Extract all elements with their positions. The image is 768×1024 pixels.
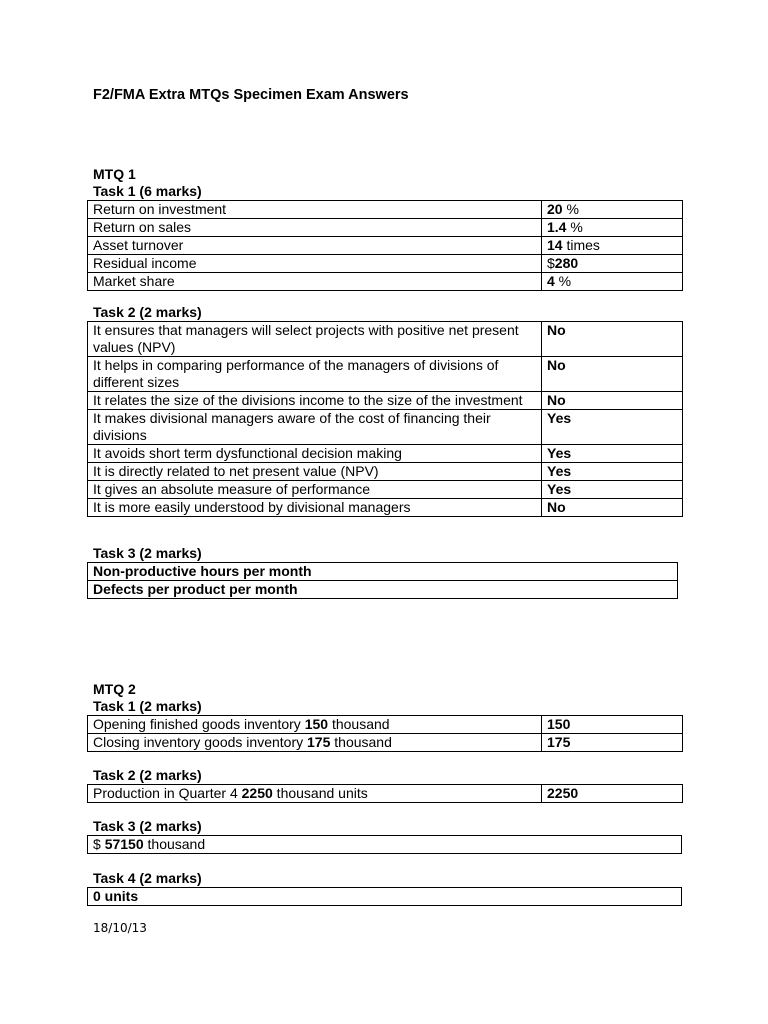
mtq2-heading: MTQ 2 [93,681,136,697]
value-number: 4 [547,273,555,289]
statement-cell: It avoids short term dysfunctional decision making [88,445,542,463]
answer-cell: No [542,322,683,357]
mtq1-task2-heading: Task 2 (2 marks) [93,304,202,320]
table-row [88,255,683,273]
cell-text: Closing inventory goods inventory [93,734,308,750]
answer-cell: Non-productive hours per month [88,563,678,581]
mtq1-task1-table [87,200,683,291]
table-row [88,716,683,734]
cell-text: thousand [328,716,390,732]
mtq2-task1-table [87,715,683,752]
cell-number: 150 [304,716,329,732]
value-unit: % [554,273,572,289]
cell-text: Production in Quarter 4 [93,785,242,801]
statement-cell: It helps in comparing performance of the managers of divisions of different sizes [88,357,542,392]
measure-value [542,219,683,237]
answer-cell [88,836,682,854]
answer-cell: 175 [542,734,683,752]
value-number: 1.4 [547,219,567,235]
mtq2-task2-heading: Task 2 (2 marks) [93,767,202,783]
answer-cell: Yes [542,481,683,499]
value-prefix: $ [547,255,555,271]
mtq1-task3-heading: Task 3 (2 marks) [93,545,202,561]
table-row [88,445,683,463]
table-row [88,481,683,499]
measure-label: Residual income [88,255,542,273]
value-unit: % [566,219,583,235]
table-row [88,888,682,906]
document-title: F2/FMA Extra MTQs Specimen Exam Answers [93,87,409,103]
cell-text: thousand [143,836,206,852]
measure-label: Return on investment [88,201,542,219]
table-row [88,463,683,481]
table-row [88,237,683,255]
statement-cell: It relates the size of the divisions income to the size of the investment [88,392,542,410]
answer-cell: No [542,357,683,392]
mtq1-task3-table [87,562,678,599]
cell-number: 57150 [104,836,144,852]
mtq1-task2-table [87,321,683,517]
cell-text: Opening finished goods inventory [93,716,305,732]
measure-value [542,237,683,255]
table-row [88,581,678,599]
table-row [88,392,683,410]
question-cell [88,734,542,752]
cell-text: thousand [330,734,392,750]
table-row [88,322,683,357]
table-row [88,785,683,803]
cell-number: 2250 [241,785,273,801]
table-row [88,219,683,237]
statement-cell: It ensures that managers will select projects with positive net present values (NPV) [88,322,542,357]
table-row [88,410,683,445]
measure-label: Market share [88,273,542,291]
measure-value [542,201,683,219]
table-row [88,499,683,517]
mtq2-task2-table [87,784,683,803]
mtq2-task3-table [87,835,682,854]
measure-value [542,255,683,273]
measure-value [542,273,683,291]
mtq2-task4-heading: Task 4 (2 marks) [93,870,202,886]
answer-cell: Defects per product per month [88,581,678,599]
statement-cell: It is more easily understood by divisional managers [88,499,542,517]
answer-cell: 0 units [88,888,682,906]
statement-cell: It gives an absolute measure of performance [88,481,542,499]
answer-cell: Yes [542,445,683,463]
cell-text: thousand units [272,785,368,801]
question-cell [88,785,542,803]
value-number: 20 [547,201,563,217]
mtq1-task1-heading: Task 1 (6 marks) [93,183,202,199]
table-row [88,201,683,219]
measure-label: Return on sales [88,219,542,237]
answer-cell: 2250 [542,785,683,803]
table-row [88,836,682,854]
mtq2-task3-heading: Task 3 (2 marks) [93,818,202,834]
statement-cell: It is directly related to net present value (NPV) [88,463,542,481]
question-cell [88,716,542,734]
mtq2-task4-table [87,887,682,906]
mtq2-task1-heading: Task 1 (2 marks) [93,698,202,714]
value-unit: % [562,201,579,217]
table-row [88,273,683,291]
answer-cell: Yes [542,410,683,445]
mtq1-heading: MTQ 1 [93,166,136,182]
statement-cell: It makes divisional managers aware of the cost of financing their divisions [88,410,542,445]
cell-text: $ [93,836,105,852]
value-number: 280 [554,255,579,271]
answer-cell: Yes [542,463,683,481]
value-unit: times [562,237,600,253]
footer-date: 18/10/13 [93,921,147,935]
cell-number: 175 [307,734,331,750]
answer-cell: No [542,392,683,410]
value-number: 14 [547,237,563,253]
measure-label: Asset turnover [88,237,542,255]
answer-cell: 150 [542,716,683,734]
answer-cell: No [542,499,683,517]
table-row [88,734,683,752]
table-row [88,357,683,392]
table-row [88,563,678,581]
